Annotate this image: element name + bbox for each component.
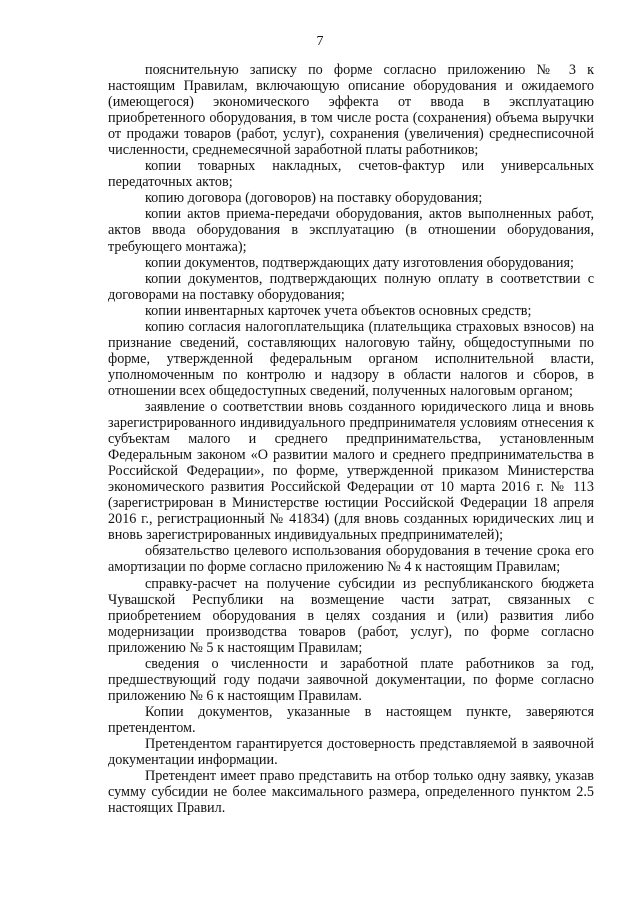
paragraph-invoices: копии товарных накладных, счетов-фактур или универсальных передаточных актов; (108, 158, 594, 191)
paragraph-subsidy-calculation: справку-расчет на получение субсидии из республиканского бюджета Чувашской Республики на возмещение части затрат, связанных с приобретением оборудования в целях создания и (или) развития либо модернизации производства товаров (работ, услуг), по форме согласно приложению № 5 к настоящим Правилам; (108, 575, 594, 656)
paragraph-supply-contract: копию договора (договоров) на поставку оборудования; (145, 190, 483, 207)
paragraph-manufacture-date: копии документов, подтверждающих дату изготовления оборудования; (145, 254, 574, 271)
paragraph-employee-info: сведения о численности и заработной плате работников за год, предшествующий году подачи заявочной документации, по форме согласно приложению № 6 к настоящим Правилам. (108, 655, 594, 704)
paragraph-acceptance-acts: копии актов приема-передачи оборудования, актов выполненных работ, актов ввода оборудования в эксплуатацию (в отношении оборудования, требующего монтажа); (108, 206, 594, 255)
paragraph-usage-obligation: обязательство целевого использования оборудования в течение срока его амортизации по форме согласно приложению № 4 к настоящим Правилам; (108, 543, 594, 576)
paragraph-inventory-cards: копии инвентарных карточек учета объектов основных средств; (145, 302, 532, 319)
paragraph-sme-statement: заявление о соответствии вновь созданного юридического лица и вновь зарегистрированного индивидуального предпринимателя условиям отнесения к субъектам малого и среднего предпринимательства, установленным Федеральным законом «О развитии малого и среднего предпринимательства в Российской Федерации», по форме, утвержденной приказом Министерства экономического развития Российской Федерации от 10 марта 2016 г. № 113 (зарегистрирован в Министерстве юстиции Российской Федерации 18 апреля 2016 г., регистрационный № 41834) (для вновь созданных юридических лиц и вновь зарегистрированных индивидуальных предпринимателей); (108, 398, 594, 544)
paragraph-certification: Копии документов, указанные в настоящем пункте, заверяются претендентом. (108, 703, 594, 736)
paragraph-reliability: Претендентом гарантируется достоверность представляемой в заявочной документации информации. (108, 735, 594, 769)
paragraph-taxpayer-consent: копию согласия налогоплательщика (плательщика страховых взносов) на признание сведений, составляющих налоговую тайну, общедоступными по форме, утвержденной федеральным органом исполнительной власти, уполномоченным по контролю и надзору в области налогов и сборов, в отношении всех общедоступных сведений, полученных налоговым органом; (108, 318, 594, 399)
page-number: 7 (316, 34, 324, 49)
paragraph-single-application: Претендент имеет право представить на отбор только одну заявку, указав сумму субсидии не более максимального размера, определенного пунктом 2.5 настоящих Правил. (108, 768, 594, 817)
paragraph-explanatory-note: пояснительную записку по форме согласно приложению № 3 к настоящим Правилам, включающую описание оборудования и ожидаемого (имеющегося) экономического эффекта от ввода в эксплуатацию приобретенного оборудования, в том числе роста (сохранения) объема выручки от продажи товаров (работ, услуг), сохранения (увеличения) среднесписочной численности, среднемесячной заработной платы работников; (108, 62, 594, 159)
document-body (108, 62, 594, 816)
paragraph-full-payment: копии документов, подтверждающих полную оплату в соответствии с договорами на поставку оборудования; (108, 270, 594, 303)
